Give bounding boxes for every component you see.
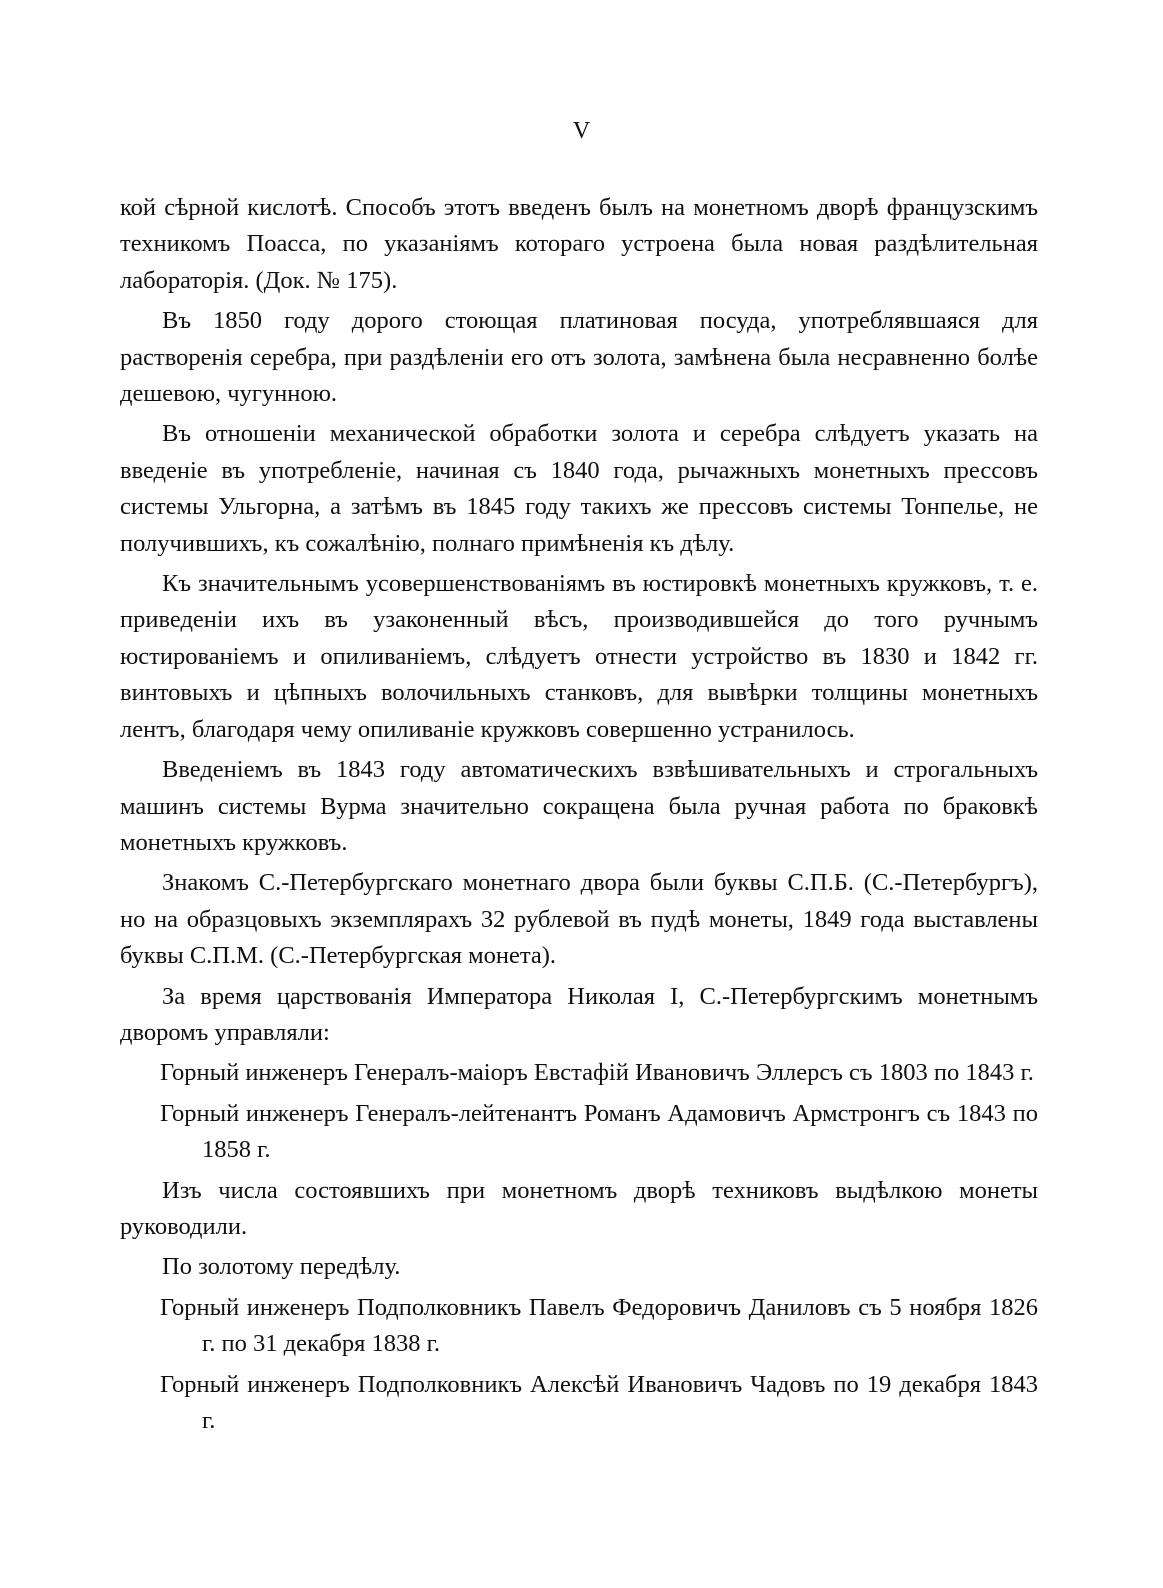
- list-item-technician-danilov: Горный инженеръ Подполковникъ Павелъ Федоровичъ Даниловъ съ 5 ноября 1826 г. по 31 декабря 1838 г.: [160, 1293, 1038, 1358]
- paragraph-wurm-machines: Введеніемъ въ 1843 году автоматическихъ взвѣшивательныхъ и строгальныхъ машинъ системы Вурма значительно сокращена была ручная работа по браковкѣ монетныхъ кружковъ.: [120, 756, 1038, 856]
- paragraph-mint-mark: Знакомъ С.-Петербургскаго монетнаго двора были буквы С.П.Б. (С.-Петербургъ), но на образцовыхъ экземплярахъ 32 рублевой въ пудѣ монеты, 1849 года выставлены буквы С.П.М. (С.-Петербургская монета).: [120, 869, 1038, 970]
- list-item-technician-chadov: Горный инженеръ Подполковникъ Алексѣй Ивановичъ Чадовъ по 19 декабря 1843 г.: [160, 1370, 1038, 1434]
- paragraph-continuation: кой сѣрной кислотѣ. Способъ этотъ введенъ былъ на монетномъ дворѣ французскимъ техникомъ Поасса, по указаніямъ котораго устроена была новая раздѣлительная лабораторія. (Док. № 175).: [120, 194, 1038, 294]
- list-item-director-armstrong: Горный инженеръ Генералъ-лейтенантъ Романъ Адамовичъ Армстронгъ съ 1843 по 1858 г.: [160, 1099, 1038, 1164]
- list-item-director-ellers: Горный инженеръ Генералъ-маіоръ Евстафій Ивановичъ Эллерсъ съ 1803 по 1843 г.: [160, 1059, 1034, 1087]
- paragraph-mechanical-processing: Въ отношеніи механической обработки золота и серебра слѣдуетъ указать на введеніе въ употребленіе, начиная съ 1840 года, рычажныхъ монетныхъ прессовъ системы Ульгорна, а затѣмъ въ 1845 году такихъ же прессовъ системы Тонпелье, не получившихъ, къ сожалѣнію, полнаго примѣненія къ дѣлу.: [120, 420, 1038, 557]
- paragraph-blank-adjustment: Къ значительнымъ усовершенствованіямъ въ юстировкѣ монетныхъ кружковъ, т. е. приведеніи ихъ въ узаконенный вѣсъ, производившейся до того ручнымъ юстированіемъ и опиливаніемъ, слѣдуетъ отнести устройство въ 1830 и 1842 гг. винтовыхъ и цѣпныхъ волочильныхъ станковъ, для вывѣрки толщины монетныхъ лентъ, благодаря чему опиливаніе кружковъ совершенно устранилось.: [120, 570, 1038, 743]
- paragraph-mint-directors-intro: За время царствованія Императора Николая I, С.-Петербургскимъ монетнымъ дворомъ управляли:: [120, 982, 1038, 1046]
- page-number: V: [572, 118, 591, 144]
- paragraph-platinum-vessels: Въ 1850 году дорого стоющая платиновая посуда, употреблявшаяся для растворенія серебра, при раздѣленіи его отъ золота, замѣнена была несравненно болѣе дешевою, чугунною.: [120, 307, 1038, 408]
- section-heading-gold-refining: По золотому передѣлу.: [162, 1253, 401, 1281]
- body-text: [120, 190, 1038, 1443]
- paragraph-technicians-intro: Изъ числа состоявшихъ при монетномъ дворѣ техниковъ выдѣлкою монеты руководили.: [120, 1176, 1038, 1240]
